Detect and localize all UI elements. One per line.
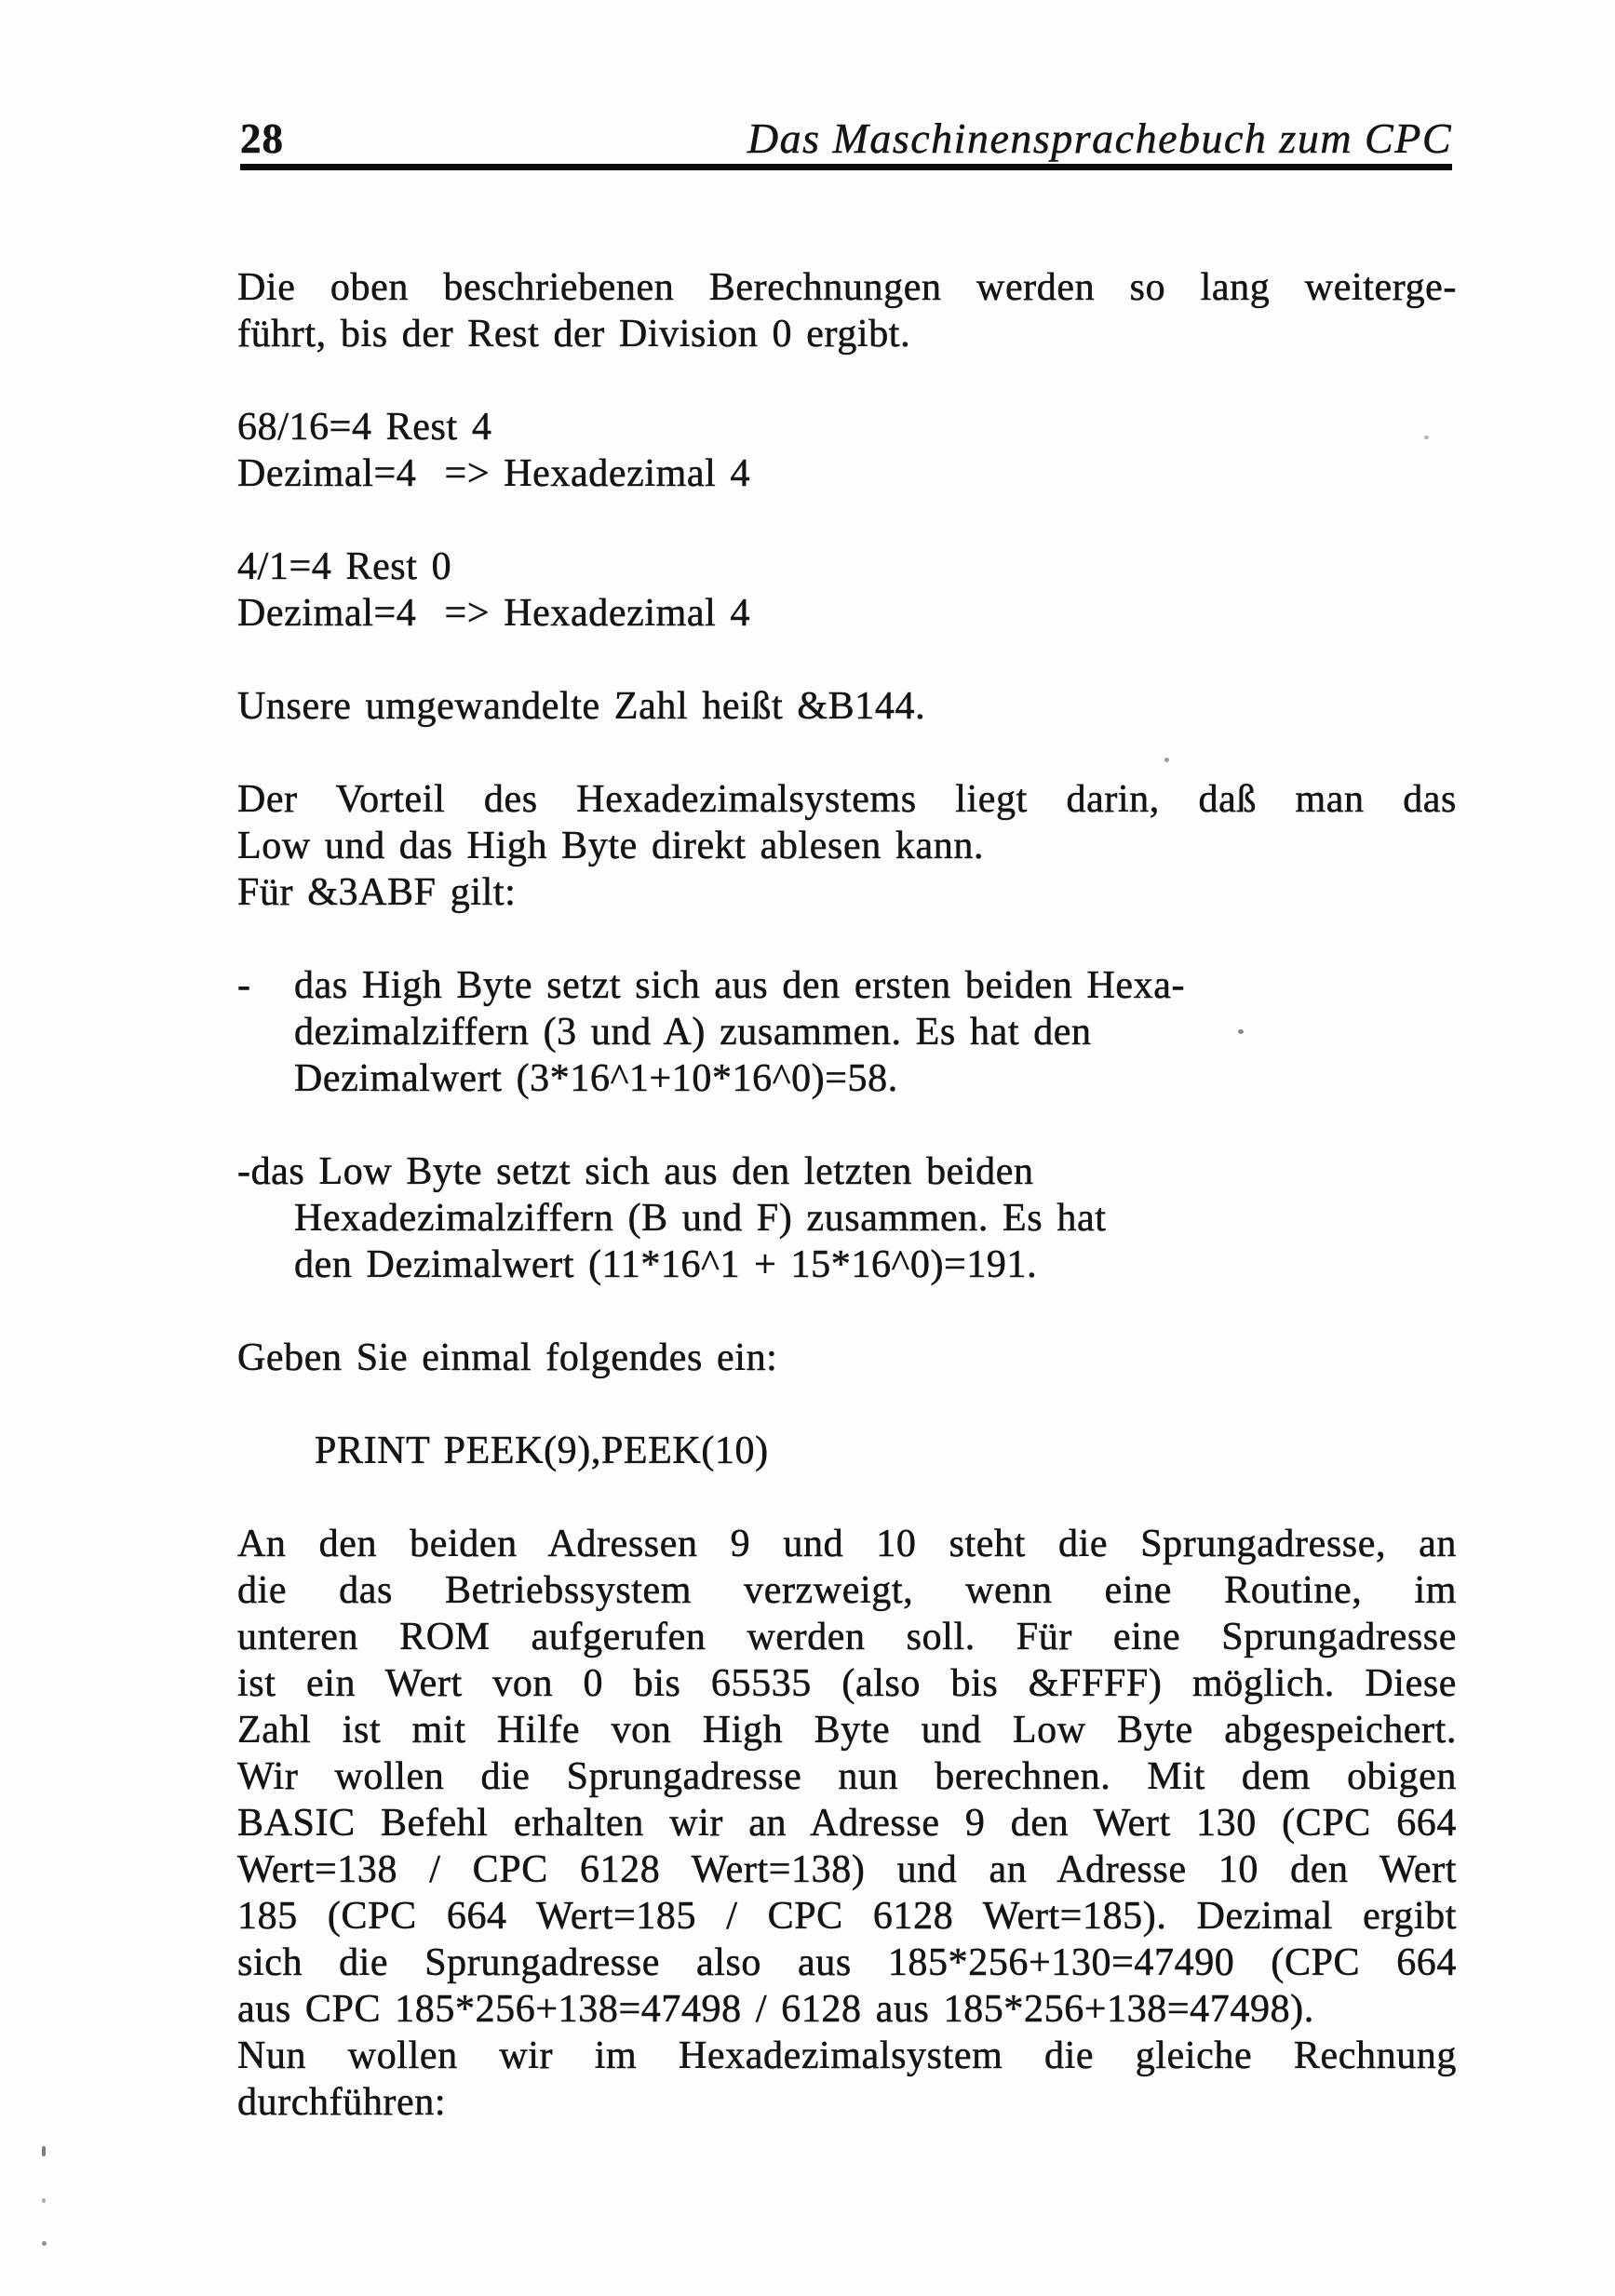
text-line: Wert=138 / CPC 6128 Wert=138) und an Adresse 10 den Wert — [237, 1848, 1457, 1891]
calc-line: Dezimal=4 => Hexadezimal 4 — [237, 592, 751, 635]
running-head — [240, 114, 1452, 170]
text-line: Nun wollen wir im Hexadezimalsystem die gleiche Rechnung — [237, 2034, 1457, 2077]
page-body — [237, 264, 1457, 2172]
book-title: Das Maschinensprachebuch zum CPC — [747, 114, 1452, 162]
list-item-low-byte — [237, 1148, 1457, 1288]
text-line: unteren ROM aufgerufen werden soll. Für eine Sprungadresse — [237, 1616, 1457, 1658]
scan-speck — [42, 2198, 46, 2203]
text-line: Wir wollen die Sprungadresse nun berechnen. Mit dem obigen — [237, 1755, 1457, 1798]
text-line: durchführen: — [237, 2081, 447, 2124]
text-line: ist ein Wert von 0 bis 65535 (also bis &FFFF) möglich. Diese — [237, 1662, 1457, 1705]
scan-speck — [42, 2241, 47, 2246]
text-line: An den beiden Adressen 9 und 10 steht die Sprungadresse, an — [237, 1523, 1457, 1565]
scan-speck — [42, 2146, 46, 2156]
text-line: -das Low Byte setzt sich aus den letzten beiden — [237, 1150, 1034, 1193]
text-line: die das Betriebssystem verzweigt, wenn eine Routine, im — [237, 1569, 1457, 1612]
text-line: den Dezimalwert (11*16^1 + 15*16^0)=191. — [294, 1243, 1038, 1286]
scan-speck — [1238, 1029, 1244, 1034]
text-line: Geben Sie einmal folgendes ein: — [237, 1336, 778, 1379]
text-line: Dezimalwert (3*16^1+10*16^0)=58. — [294, 1057, 898, 1100]
paragraph-intro — [237, 264, 1457, 357]
text-line: 185 (CPC 664 Wert=185 / CPC 6128 Wert=185). Dezimal ergibt — [237, 1895, 1457, 1938]
calc-step-1 — [237, 404, 1457, 497]
text-line: Unsere umgewandelte Zahl heißt &B144. — [237, 685, 926, 728]
dash-bullet: - — [237, 964, 251, 1007]
text-line: führt, bis der Rest der Division 0 ergibt. — [237, 313, 911, 356]
paragraph-explanation — [237, 1521, 1457, 2126]
calc-line: 68/16=4 Rest 4 — [237, 406, 492, 449]
calc-line: Dezimal=4 => Hexadezimal 4 — [237, 452, 751, 495]
basic-code-listing — [237, 1428, 1457, 1474]
list-item-high-byte — [237, 962, 1457, 1102]
calc-step-2 — [237, 544, 1457, 637]
paragraph-advantage — [237, 776, 1457, 916]
scan-speck — [1424, 436, 1429, 439]
paragraph-result — [237, 683, 1457, 730]
text-line: Für &3ABF gilt: — [237, 871, 517, 914]
text-line: Hexadezimalziffern (B und F) zusammen. Es hat — [294, 1197, 1107, 1240]
text-line: BASIC Befehl erhalten wir an Adresse 9 den Wert 130 (CPC 664 — [237, 1802, 1457, 1845]
code-line: PRINT PEEK(9),PEEK(10) — [315, 1430, 769, 1472]
scan-speck — [1164, 758, 1169, 762]
text-line: Zahl ist mit Hilfe von High Byte und Low Byte abgespeichert. — [237, 1709, 1457, 1752]
list-item-first-line — [237, 962, 1457, 1009]
text-line: sich die Sprungadresse also aus 185*256+130=47490 (CPC 664 — [237, 1941, 1457, 1984]
page-number: 28 — [240, 115, 284, 162]
paragraph-prompt — [237, 1335, 1457, 1381]
text-line: Die oben beschriebenen Berechnungen werden so lang weiterge- — [237, 266, 1457, 309]
text-line: dezimalziffern (3 und A) zusammen. Es hat den — [294, 1011, 1092, 1054]
text-line: das High Byte setzt sich aus den ersten beiden Hexa- — [294, 964, 1186, 1007]
text-line: Low und das High Byte direkt ablesen kann. — [237, 825, 985, 867]
text-line: Der Vorteil des Hexadezimalsystems liegt darin, daß man das — [237, 778, 1457, 821]
text-line: aus CPC 185*256+138=47498 / 6128 aus 185*256+138=47498). — [237, 1988, 1314, 2031]
calc-line: 4/1=4 Rest 0 — [237, 545, 452, 588]
